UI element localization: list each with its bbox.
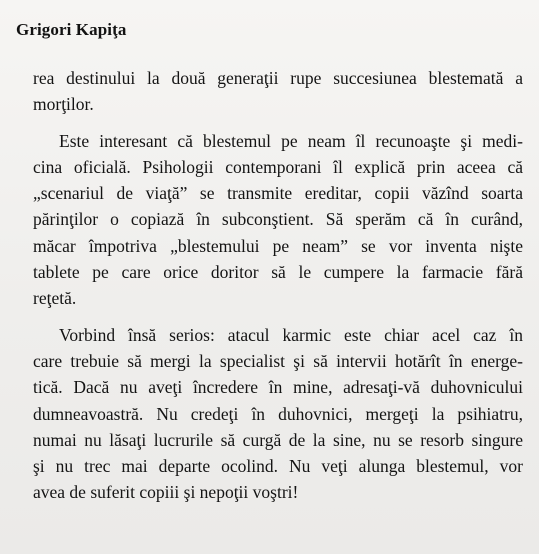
text-line: rea destinului la două generaţii rupe succesiunea blestemată a [33, 68, 523, 88]
text-line: dumneavoastră. Nu credeţi în duhovnici, mergeţi la psihiatru, [33, 403, 523, 424]
text-line: tică. Dacă nu aveţi încredere în mine, adresaţi-vă duhovnicului [33, 377, 523, 398]
text-line: tablete pe care orice doritor să le cumpere la farmacie fără [33, 262, 523, 283]
text-line: care trebuie să mergi la specialist şi să intervii hotărît în energe- [33, 350, 523, 371]
paragraph-gap [33, 118, 523, 128]
body-text [33, 65, 523, 506]
text-line: măcar împotriva „blestemului pe neam” se vor inventa nişte [33, 235, 523, 256]
text-line: reţetă. [33, 288, 77, 309]
running-header-author: Grigori Kapiţa [16, 20, 127, 39]
text-line: Este interesant că blestemul pe neam îl recunoaşte şi medi- [59, 130, 523, 151]
text-line: „scenariul de viaţă” se transmite ereditar, copii văzînd soarta [33, 183, 523, 204]
text-line: morţilor. [33, 94, 94, 115]
text-line: Vorbind însă serios: atacul karmic este chiar acel caz în [59, 324, 523, 345]
paragraph-gap [33, 312, 523, 322]
text-line: numai nu lăsaţi lucrurile să curgă de la sine, nu se resorb singure [33, 429, 523, 450]
text-line: părinţilor o copiază în subconştient. Să sperăm că în curând, [33, 209, 523, 230]
text-line: cina oficială. Psihologii contemporani îl explică prin aceea că [33, 156, 523, 177]
text-line: avea de suferit copiii şi nepoţii voştri! [33, 482, 299, 503]
text-line: şi nu trec mai departe ocolind. Nu veţi alunga blestemul, vor [33, 456, 523, 477]
